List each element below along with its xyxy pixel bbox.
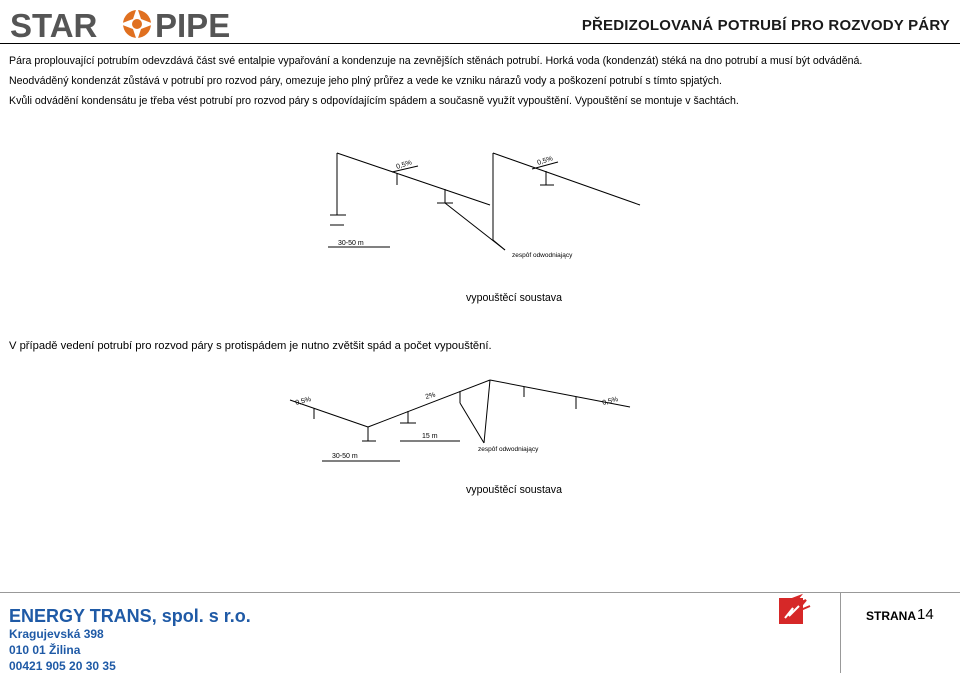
company-name: ENERGY TRANS, spol. s r.o. xyxy=(9,606,251,626)
drainage-diagram-1 xyxy=(300,145,660,275)
note-text: V případě vedení potrubí pro rozvod páry s protispádem je nutno zvětšit spád a počet vypouštění. xyxy=(9,340,492,352)
distance-label-2: 30-50 m xyxy=(332,453,358,460)
slope-label-2: 0,5% xyxy=(536,155,554,167)
footer-vertical-divider xyxy=(840,592,841,673)
slope-label-3: 0,5% xyxy=(601,396,619,407)
energy-trans-logo-icon xyxy=(778,592,812,626)
paragraph-line-2: Neodváděný kondenzát zůstává v potrubí pro rozvod páry, omezuje jeho plný průřez a vede ke vzniku nárazů vody a poškození potrubí s tímto spjatých. xyxy=(9,75,722,87)
paragraph-line-1: Pára proplouvající potrubím odevzdává část své entalpie vypařování a kondenzuje na zevnějších stěnách potrubí. Horká voda (kondenzát) stéká na dno potrubí a musí být odváděná. xyxy=(9,55,863,67)
logo-star-icon xyxy=(120,7,154,41)
footer-divider xyxy=(0,592,960,593)
address-phone: 00421 905 20 30 35 xyxy=(9,659,116,673)
drainage-diagram-2 xyxy=(280,375,660,470)
drain-label: zespôf odwodniający xyxy=(478,446,539,453)
distance-label: 30-50 m xyxy=(338,240,364,247)
address-street: Kragujevská 398 xyxy=(9,627,104,641)
page-label: STRANA xyxy=(866,609,916,623)
slope-label-1: 0,5% xyxy=(395,159,413,171)
diagram-1-caption: vypouštěcí soustava xyxy=(466,292,562,304)
drain-label: zespôf odwodniający xyxy=(512,252,573,259)
slope-label-2: 2% xyxy=(424,391,437,401)
distance-label-1: 15 m xyxy=(422,433,438,440)
paragraph-line-3: Kvůli odvádění kondensátu je třeba vést potrubí pro rozvod páry s odpovídajícím spádem a současně využít vypouštění. Vypouštění se montuje v šachtách. xyxy=(9,95,739,107)
diagram-2-caption: vypouštěcí soustava xyxy=(466,484,562,496)
logo-text-star: STAR xyxy=(10,7,98,42)
logo-text-pipe: PIPE xyxy=(155,7,231,42)
page-number: 14 xyxy=(917,606,934,623)
address-city: 010 01 Žilina xyxy=(9,643,81,657)
starpipe-logo xyxy=(10,6,255,42)
header-divider xyxy=(0,43,960,44)
slope-label-1: 0,5% xyxy=(294,396,312,407)
page-title: PŘEDIZOLOVANÁ POTRUBÍ PRO ROZVODY PÁRY xyxy=(581,17,950,34)
